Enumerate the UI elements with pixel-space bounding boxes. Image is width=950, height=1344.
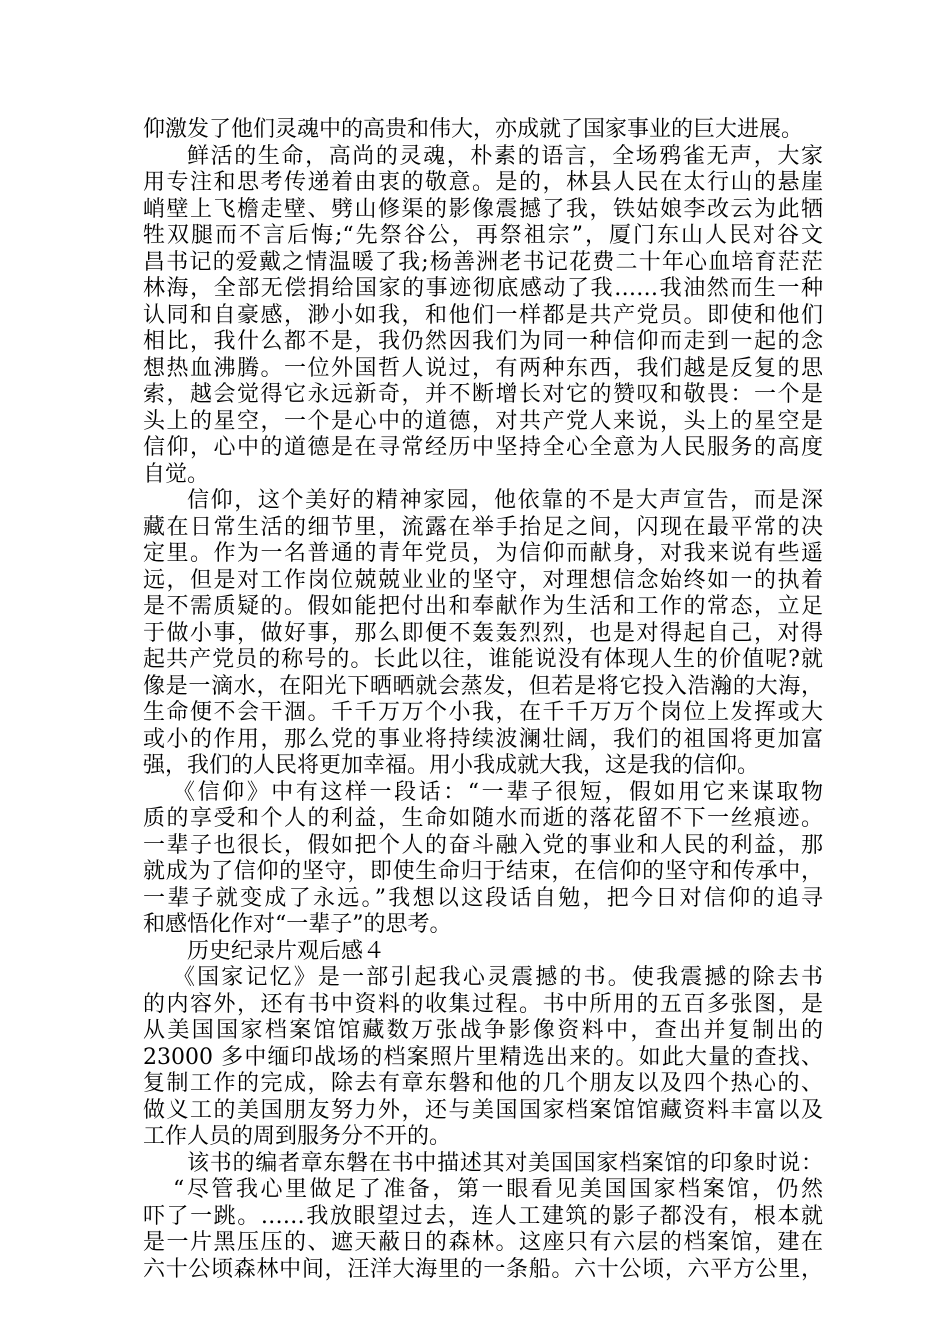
text-line: 林海，全部无偿捐给国家的事迹彻底感动了我……我油然而生一种 bbox=[143, 276, 823, 301]
text-line: “尽管我心里做足了准备，第一眼看见美国国家档案馆，仍然 bbox=[173, 1177, 823, 1202]
text-line: 起共产党员的称号的。长此以往，谁能说没有体现人生的价值呢?就 bbox=[143, 647, 823, 672]
text-line: 定里。作为一名普通的青年党员，为信仰而献身，对我来说有些遥 bbox=[143, 541, 823, 566]
text-line: 认同和自豪感，渺小如我，和他们一样都是共产党员。即使和他们 bbox=[143, 302, 823, 328]
text-line: 鲜活的生命，高尚的灵魂，朴素的语言，全场鸦雀无声，大家 bbox=[187, 143, 823, 169]
text-line: 用专注和思考传递着由衷的敬意。是的，林县人民在太行山的悬崖 bbox=[143, 170, 823, 195]
text-line: 信仰，这个美好的精神家园，他依靠的不是大声宣告，而是深 bbox=[187, 488, 823, 513]
text-line: 从美国国家档案馆馆藏数万张战争影像资料中，查出并复制出的 bbox=[143, 1018, 823, 1043]
text-line: 《国家记忆》是一部引起我心灵震撼的书。使我震撼的除去书 bbox=[173, 965, 823, 990]
text-line: 信仰，心中的道德是在寻常经历中坚持全心全意为人民服务的高度 bbox=[143, 435, 823, 460]
text-line: 该书的编者章东磐在书中描述其对美国国家档案馆的印象时说： bbox=[187, 1150, 823, 1176]
text-line: 昌书记的爱戴之情温暖了我;杨善洲老书记花费二十年心血培育茫茫 bbox=[143, 249, 823, 275]
document-body bbox=[143, 117, 823, 1283]
text-line: 23000 多中缅印战场的档案照片里精选出来的。如此大量的查找、 bbox=[143, 1044, 823, 1070]
text-line: 索，越会觉得它永远新奇，并不断增长对它的赞叹和敬畏：一个是 bbox=[143, 382, 823, 407]
text-line: 于做小事，做好事，那么即便不轰轰烈烈，也是对得起自己，对得 bbox=[143, 620, 823, 646]
text-line: 是不需质疑的。假如能把付出和奉献作为生活和工作的常态，立足 bbox=[143, 594, 823, 619]
text-line: 藏在日常生活的细节里，流露在举手抬足之间，闪现在最平常的决 bbox=[143, 514, 823, 540]
text-line: 质的享受和个人的利益，生命如随水而逝的落花留不下一丝痕迹。 bbox=[143, 806, 823, 831]
text-line: 工作人员的周到服务分不开的。 bbox=[143, 1124, 452, 1149]
text-line: 相比，我什么都不是，我仍然因我们为同一种信仰而走到一起的念 bbox=[143, 329, 823, 354]
text-line: 生命便不会干涸。千千万万个小我，在千千万万个岗位上发挥或大 bbox=[143, 700, 823, 725]
text-line: 像是一滴水，在阳光下晒晒就会蒸发，但若是将它投入浩瀚的大海， bbox=[143, 673, 823, 699]
text-line: 的内容外，还有书中资料的收集过程。书中所用的五百多张图，是 bbox=[143, 991, 823, 1017]
text-line: 做义工的美国朋友努力外，还与美国国家档案馆馆藏资料丰富以及 bbox=[143, 1097, 823, 1123]
text-line: 就成为了信仰的坚守，即使生命归于结束，在信仰的坚守和传承中， bbox=[143, 859, 823, 884]
text-line: 峭壁上飞檐走壁、劈山修渠的影像震撼了我，铁姑娘李改云为此牺 bbox=[143, 196, 823, 222]
text-line: 自觉。 bbox=[143, 461, 210, 487]
text-line: 或小的作用，那么党的事业将持续波澜壮阔，我们的祖国将更加富 bbox=[143, 726, 823, 752]
text-line: 六十公顷森林中间，汪洋大海里的一条船。六十公顷，六平方公里， bbox=[143, 1256, 823, 1282]
text-line: 牲双腿而不言后悔;“先祭谷公，再祭祖宗”，厦门东山人民对谷文 bbox=[143, 223, 823, 248]
text-line: 仰激发了他们灵魂中的高贵和伟大，亦成就了国家事业的巨大进展。 bbox=[143, 117, 804, 142]
text-line: 吓了一跳。……我放眼望过去，连人工建筑的影子都没有，根本就 bbox=[143, 1203, 823, 1229]
text-line: 强，我们的人民将更加幸福。用小我成就大我，这是我的信仰。 bbox=[143, 753, 760, 778]
section-heading: 历史纪录片观后感４ bbox=[187, 938, 386, 964]
text-line: 和感悟化作对“一辈子”的思考。 bbox=[143, 912, 452, 937]
text-line: 复制工作的完成，除去有章东磐和他的几个朋友以及四个热心的、 bbox=[143, 1071, 823, 1096]
text-line: 远，但是对工作岗位兢兢业业的坚守，对理想信念始终如一的执着 bbox=[143, 567, 823, 593]
text-line: 一辈子也很长，假如把个人的奋斗融入党的事业和人民的利益，那 bbox=[143, 832, 823, 858]
text-line: 是一片黑压压的、遮天蔽日的森林。这座只有六层的档案馆，建在 bbox=[143, 1230, 823, 1255]
text-line: 头上的星空，一个是心中的道德，对共产党人来说，头上的星空是 bbox=[143, 408, 823, 434]
text-line: 《信仰》中有这样一段话：“一辈子很短，假如用它来谋取物 bbox=[173, 779, 823, 805]
text-line: 一辈子就变成了永远。”我想以这段话自勉，把今日对信仰的追寻 bbox=[143, 885, 823, 911]
text-line: 想热血沸腾。一位外国哲人说过，有两种东西，我们越是反复的思 bbox=[143, 355, 823, 381]
